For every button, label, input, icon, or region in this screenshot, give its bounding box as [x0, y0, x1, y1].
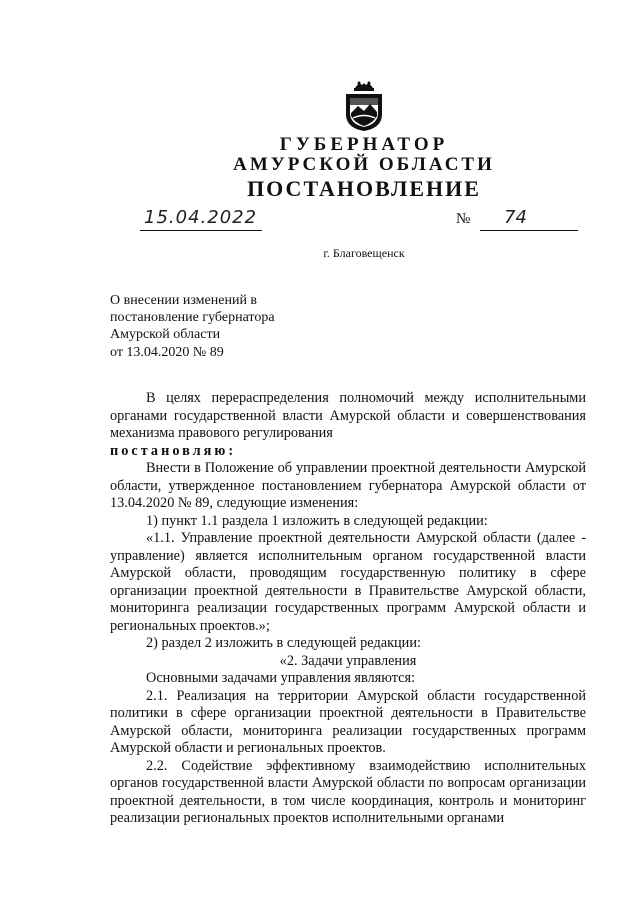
- header-region: АМУРСКОЙ ОБЛАСТИ: [233, 154, 495, 175]
- resolve-word: постановляю:: [110, 442, 237, 459]
- body-paragraph: 1) пункт 1.1 раздела 1 изложить в следующей редакции:: [146, 512, 488, 529]
- body-paragraph: 2) раздел 2 изложить в следующей редакции:: [146, 635, 421, 651]
- subject-line: Амурской области: [110, 327, 221, 343]
- section-heading: «2. Задачи управления: [279, 652, 417, 669]
- number-value: 74: [504, 207, 527, 228]
- subject-block: [110, 292, 370, 361]
- body-paragraph: Основными задачами управления являются:: [146, 670, 416, 686]
- coat-of-arms-icon: [343, 80, 385, 132]
- number-underline: [480, 230, 578, 231]
- date-underline: [140, 230, 262, 231]
- subject-line: О внесении изменений в: [110, 293, 258, 308]
- number-field: [480, 207, 578, 235]
- header-governor: ГУБЕРНАТОР: [279, 134, 449, 155]
- date-field: [140, 207, 262, 235]
- subject-line: от 13.04.2020 № 89: [110, 344, 224, 360]
- subject-line: постановление губернатора: [110, 310, 275, 326]
- document-body: [110, 390, 586, 828]
- document-type-title: ПОСТАНОВЛЕНИЕ: [247, 176, 481, 201]
- body-paragraph: «1.1. Управление проектной деятельности Амурской области (далее - управление) является исполнительным органом государственной власти Амурской области, проводящим государственную политику в сфере организации проектной деятельности в Правительстве Амурской области, мониторинга реализации государственных программ Амурской области и региональных проектов.»;: [110, 530, 586, 634]
- body-paragraph: 2.1. Реализация на территории Амурской области государственной политики в сфере организации проектной деятельности в Правительстве Амурской области, мониторинга реализации государственных программ Амурской области и региональных проектов.: [110, 687, 586, 756]
- body-paragraph: 2.2. Содействие эффективному взаимодействию исполнительных органов государственной власти Амурской области по вопросам организации проектной деятельности, в том числе координация, контроль и мониторинг реализации региональных проектов исполнительными органами: [110, 757, 586, 826]
- body-paragraph: Внести в Положение об управлении проектной деятельности Амурской области, утвержденное постановлением губернатора Амурской области от 13.04.2020 № 89, следующие изменения:: [110, 460, 586, 511]
- date-value: 15.04.2022: [144, 207, 258, 228]
- number-sign: №: [456, 211, 471, 227]
- preamble-paragraph: В целях перераспределения полномочий между исполнительными органами государственной власти Амурской области и совершенствования механизма правового регулирования: [110, 390, 586, 441]
- city-label: г. Благовещенск: [323, 246, 405, 260]
